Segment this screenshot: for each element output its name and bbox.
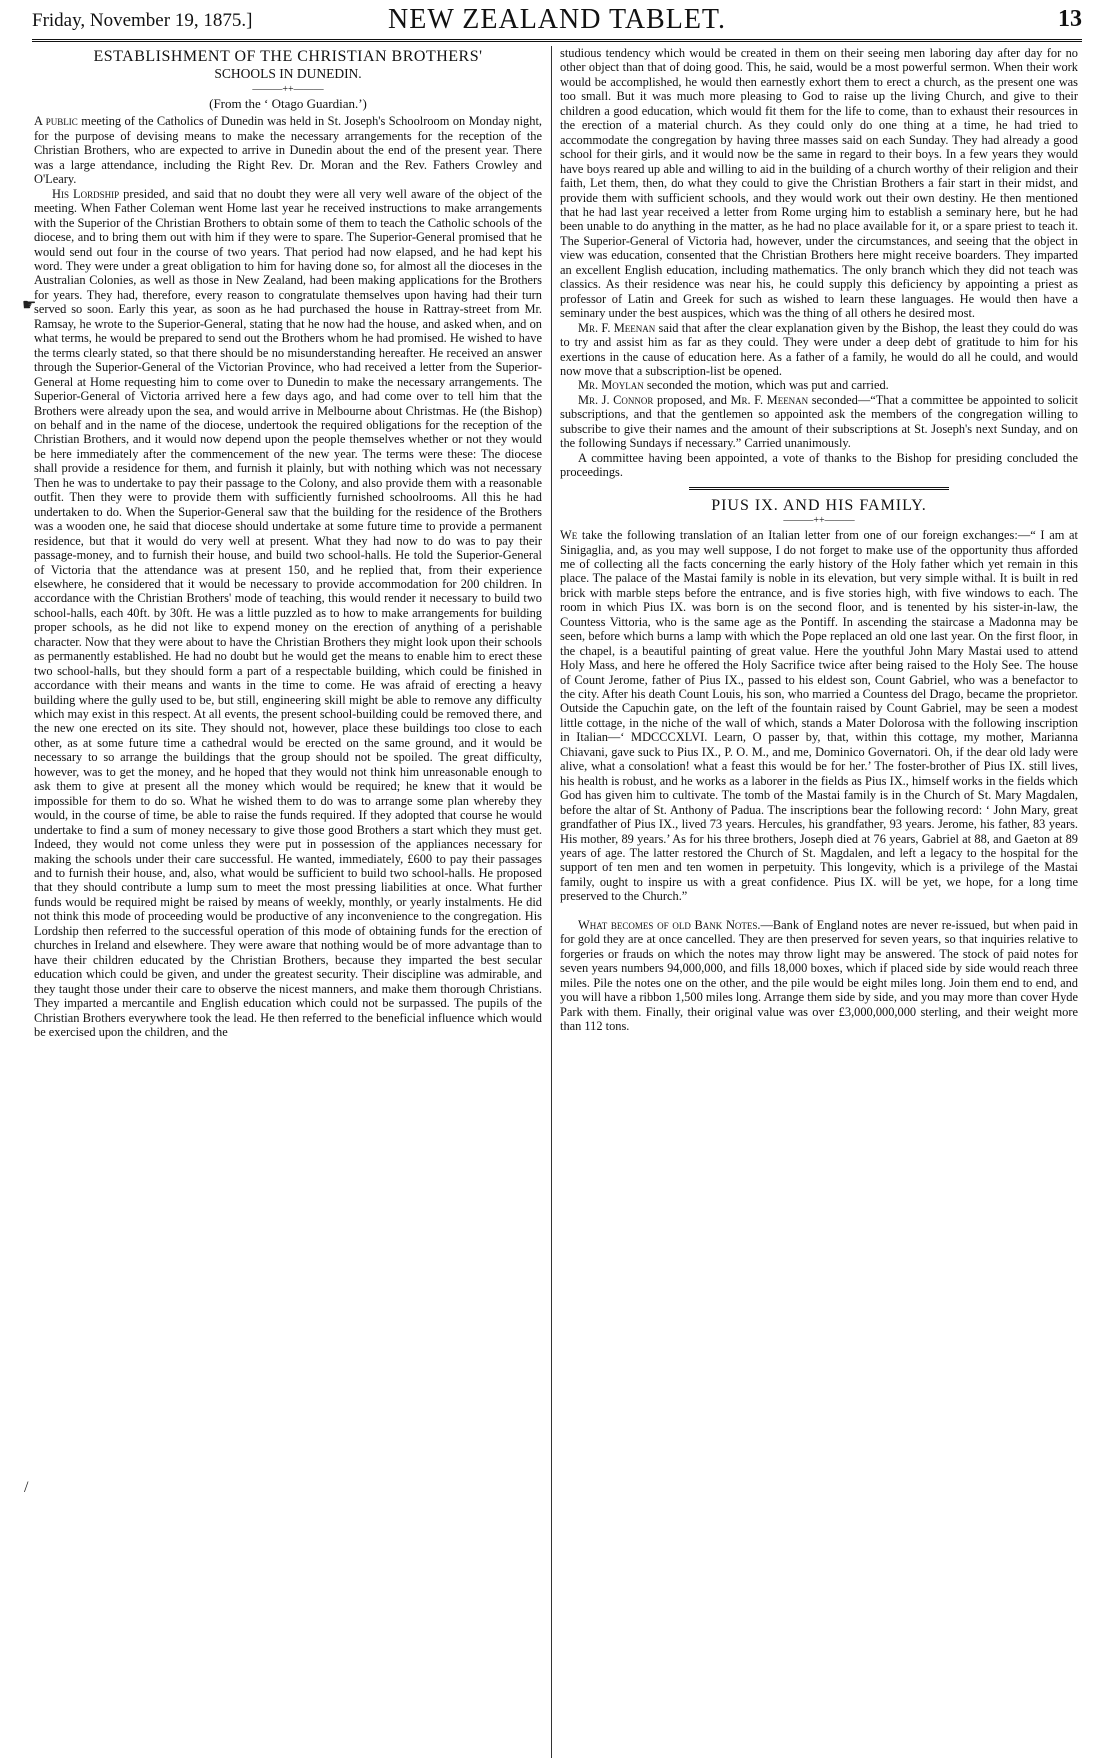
article1-paragraph: A committee having been appointed, a vote of thanks to the Bishop for presiding concluded the proceedings. [560,450,1078,480]
article1-paragraph [560,378,1078,392]
lead-in: A public [34,114,78,129]
masthead [32,4,1082,42]
article2-paragraph [560,528,1078,904]
column-left [34,46,542,1039]
paragraph-text: proposed, and [656,392,727,407]
article3 [560,918,1078,1034]
lead-in: His Lordship [52,186,120,201]
masthead-rule [32,39,1082,42]
article1-headline: ESTABLISHMENT OF THE CHRISTIAN BROTHERS' [93,48,483,65]
column-right [560,46,1078,1033]
article1-paragraph [560,393,1078,451]
ornament-divider: ———++——— [252,84,324,95]
article3-paragraph [560,918,1078,1034]
speaker-name: Mr. F. Meenan [730,392,809,407]
speaker-name: Mr. J. Connor [578,392,654,407]
issue-date: Friday, November 19, 1875.] [32,10,253,31]
speaker-name: Mr. Moylan [578,378,644,393]
speaker-name: Mr. F. Meenan [578,320,656,335]
paragraph-text: meeting of the Catholics of Dunedin was held in St. Joseph's Schoolroom on Monday night, for the purpose of devising means to make the necessary arrangements for the reception of the Christian Brothers, who are expected to arrive in Dunedin about the end of the present year. There was a large attendance, including the Right Rev. Dr. Moran and the Rev. Fathers Crowley and O'Leary. [34,114,542,187]
ornament-divider: ———++——— [783,515,855,527]
article1-paragraph [560,321,1078,379]
article1-continued: studious tendency which would be created in them on their seeing men laboring day after day for no other object than that of doing good. This, he said, would be a most powerful sermon. When their work would be accomplished, he would then earnestly exhort them to erect a church, as the present one was too small. But it was much more pleasing to God to raise up the living Church, and give to their children a good education, which would fit them for the life to come, than to exhaust their resources in the erection of a material church. As they could only do one thing at a time, he had tried to accommodate the congregation by having three masses said on each Sunday. They had already a good school for their girls, and it would now be the same in regard to their boys. In a few years they would have boys reared up able and willing to aid in the building of a church worthy of their religion and their faith, Let them, then, do what they could to give the Christian Brothers a fair start in their midst, and provide them with sufficient schools, and they would work out their own destiny. He then mentioned that he had last year received a letter from Rome urging him to establish a seminary here, but he had been unable to do anything in the matter, as he had no place available for it, or a spare priest to teach it. The Superior-General of Victoria had, however, under the circumstances, and seeing that the object in view was education, consented that the Christian Brothers here might receive boarders. They imparted an excellent English education, including mathematics. The only branch which they did not teach was classics. As their residence was near his, he could supply this deficiency by appointing a priest as professor of Latin and Greek for such as wished to learn these languages. He would then have a seminary under the best auspices, which was the thing of all others he desired most. [560,46,1078,321]
paragraph-text: presided, and said that no doubt they were all very well aware of the object of the meeting. When Father Coleman went Home last year he received instructions to make arrangements with the Superior of the Christian Brothers to obtain some of them to teach the Catholic schools of the diocese, and to bring them out with him if they were to spare. The Superior-General promised that he would send out four in the course of two years. That period had now elapsed, and he had kept his word. They were under a great obligation to him for having done so, for almost all the dioceses in the Australian Colonies, as well as those in New Zealand, had been making applications for the Brothers for years. They had, therefore, every reason to congratulate themselves upon having had their turn served so soon. Early this year, as soon as he had purchased the house in Rattray-street from Mr. Ramsay, he wrote to the Superior-General, stating that he now had the house, and asked when, and on what terms, he would be prepared to send out the Brothers whom he had promised. He wished to have the terms clearly stated, so that there should be no misunderstanding hereafter. He received an answer through the Superior-General of the Victorian Province, who had received a letter from the Superior-General at Home requesting him to come over to Dunedin to make the necessary arrangements. The Superior-General of Victoria arrived here a few days ago, and had come over to tell him that the Brothers were already upon the sea, and would arrive in Melbourne about Christmas. He (the Bishop) on behalf and in the name of the diocese, undertook the required obligations for the reception of the Christian Brothers, and it would now depend upon the people themselves whether or not they would be here immediately after the commencement of the new year. The terms were these: The diocese shall provide a residence for them, and furnish it plainly, but with nothing which was not necessary Then he was to undertake to pay their passage to the Colony, and also provide them with a reasonable outfit. Then they were to provide them with sufficiently furnished schoolrooms. All this he had undertaken to do. When the Superior-General saw that the building for the residence of the Brothers was a wooden one, he said that diocese should undertake at some future time to provide a permanent residence, but that it would do very well at present. What they had now to do was to pay their passage-money, and to furnish their house, and build two school-halls. He told the Superior-General of Victoria that the attendance was at present 150, and he replied that, from their experience elsewhere, he considered that it would be necessary to provide accommodation for 200 children. In accordance with the Christian Brothers' mode of teaching, this would render it necessary to build two school-halls, each 40ft. by 30ft. He was a little puzzled as to how to make arrangements for building proper schools, as he did not like to expend money on the erection of anything of a perishable character. Now that they were about to have the Christian Brothers they might look upon their schools as permanently established. He had no doubt but he would get the means to enable him to erect these two school-halls, but they should form a part of a respectable building, which could be finished in accordance with their means and wants in the time to come. He was afraid of erecting a heavy building where the gully used to be, but still, engineering skill might be able to remove any difficulty which may exist in this respect. At all events, the present school-building could be removed there, and the new one erected on its site. They should not, however, place these buildings too close to each other, as at some future time a cathedral would be erected on the same ground, and it would be necessary to so arrange the buildings that the group should not be spoiled. The great difficulty, however, was to get the money, and he hoped that they would not think him unreasonable enough to ask them to give at present all the money which would be required; he knew that it would be impossible for them to do so. What he wished them to do was to arrange some plan whereby they would, in the course of time, be able to raise the funds required. If they adopted that course he would undertake to find a sum of money necessary to give those good Brothers a start which they must get. Indeed, they would not come unless they were put in possession of the appliances necessary for making the schools under their care successful. He wanted, immediately, £600 to pay their passages and to furnish their house, and, also, what would be sufficient to build two school-halls. He proposed that they should contribute a lump sum to meet the most pressing liabilities at once. What further funds would be required might be raised by means of weekly, monthly, or yearly instalments. He did not think this mode of proceeding would be productive of any inconvenience to the congregation. His Lordship then referred to the successful operation of this mode of obtaining funds for the erection of churches in Ireland and elsewhere. They were aware that nothing would be of more advantage than to have their children educated by the Christian Brothers, because they imparted the best secular education which could be given, and under the greatest security. Their discipline was admirable, and they taught those under their care to observe the nicest manners, and make them thorough Christians. They imparted a mercantile and English education which could not be surpassed. The pupils of the Christian Brothers everywhere took the lead. He then referred to the beneficial influence which would be exercised upon the children, and the [34,186,542,1039]
paragraph-text: seconded the motion, which was put and carried. [646,378,889,393]
ink-mark: ☛ [22,297,37,314]
article1-subheadline: SCHOOLS IN DUNEDIN. [214,66,362,81]
paragraph-text: —Bank of England notes are never re-issued, but when paid in for gold they are at once cancelled. They are then preserved for seven years, so that inquiries relative to forgeries or frauds on which the notes may throw light may be answered. The stock of paid notes for seven years numbers 94,000,000, and fills 18,000 boxes, which if placed side by side would reach three miles. Pile the notes one on the other, and the pile would be eight miles long. Join them end to end, and you will have a ribbon 1,500 miles long. Arrange them side by side, and you may more than cover Hyde Park with them. Finally, their original value was over £3,000,000,000 sterling, and their weight more than 112 tons. [560,917,1078,1033]
page-number: 13 [1058,6,1082,32]
article1-paragraph [34,187,542,1040]
paragraph-text: take the following translation of an Italian letter from one of our foreign exchanges:—“ I am at Sinigaglia, and, as you may well suppose, I do not forget to make use of the opportunity thus afforded me of collecting all the facts concerning the early history of the Holy father which yet remain in this place. The palace of the Mastai family is noble in its elevation, but very simple withal. It is built in red brick with marble steps before the entrance, and is five stories high, with five windows to each. The room in which Pius IX. was born is on the second floor, and is tenented by his sister-in-law, the Countess Vittoria, who is the same age as the Pontiff. In ascending the staircase a Madonna may be seen, before which burns a lamp with which the Pope replaced an old one last year. On the first floor, in the chapel, is a beautiful painting of great value. Here the youthful John Mary Mastai used to attend Holy Mass, and here he offered the Holy Sacrifice twice after being raised to the Holy See. The house of Count Jerome, father of Pius IX., passed to his eldest son, Count Gabriel, who was a benefactor to the city. After his death Count Louis, his son, who married a Countess del Drago, became the proprietor. Outside the Capuchin gate, on the left of the fountain raised by Count Gabriel, may be seen a modest little cottage, in the niche of the wall of which, stands a Mater Dolorosa with the following inscription in Italian—‘ MDCCCXLVI. Learn, O passer by, that, within this cottage, my mother, Marianna Chiavani, gave suck to Pius IX., P. O. M., and me, Dominico Governatori. Oh, if the dear old lady were alive, what a consolation! what a feast this would be for her.’ The foster-brother of Pius IX. still lives, his health is robust, and he works as a laborer in the fields as Pius IX., himself works in the fields which God has given him to cultivate. The tomb of the Mastai family is in the Church of St. Mary Magdalen, before the altar of St. Anthony of Padua. The inscriptions bear the following record: ‘ John Mary, great grandfather of Pius IX., lived 73 years. Hercules, his grandfather, 93 years. Jerome, his father, 83 years. His mother, 89 years.’ As for his three brothers, Joseph died at 76 years, Gabriel at 88, and Gaeton at 89 years of age. The latter restored the Church of St. Magdalen, and left a legacy to the hospital for the support of ten men and ten women in perpetuity. This longevity, which is a privilege of the Mastai family, ought to inspire us with a great confidence. Pius IX. will be yet, we hope, for a long time preserved to the Church.” [560,528,1078,904]
article2-headline: PIUS IX. AND HIS FAMILY. [711,496,927,514]
lead-in: What becomes of old Bank Notes. [578,917,761,932]
article1-paragraph [34,114,542,186]
paragraph-text: said that after the clear explanation given by the Bishop, the least they could do was to try and assist him as far as they could. They were under a deep debt of gratitude to him for his exertions in the cause of education here. As a father of a family, he would do all he could, and would now move that a subscription-list be opened. [560,320,1078,378]
column-divider [551,46,552,1758]
pencil-mark: / [24,1479,29,1496]
section-rule [689,487,949,490]
newspaper-title: NEW ZEALAND TABLET. [388,4,726,35]
paragraph-text: seconded—“That a committee be appointed to solicit subscriptions, and that the gentlemen so appointed ask the members of the congregation willing to subscribe to give their names and the amount of their subscriptions at St. Joseph's next Sunday, and on the following Sundays if necessary.” Carried unanimously. [560,392,1078,451]
article1-source: (From the ‘ Otago Guardian.’) [209,96,367,111]
lead-in: We [560,528,578,543]
